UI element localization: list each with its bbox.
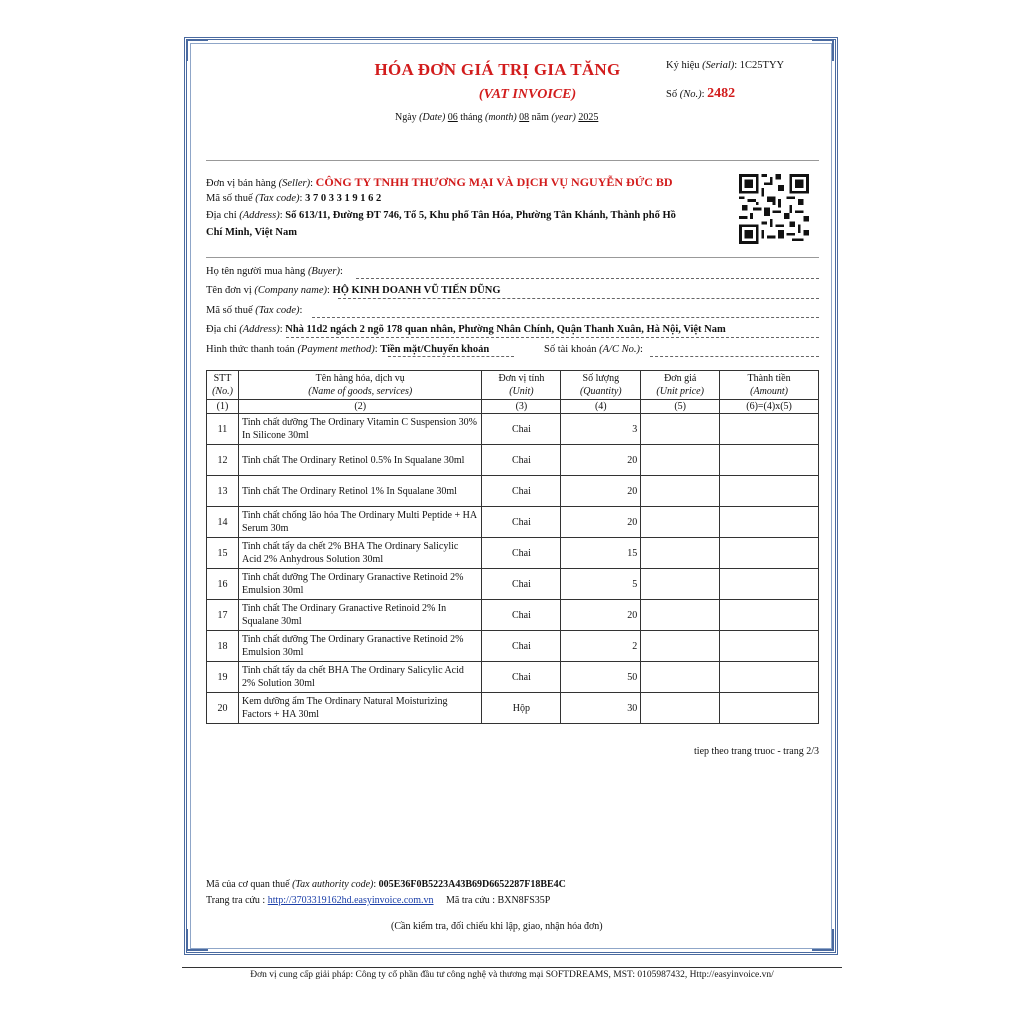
- date-day: 06: [447, 112, 458, 123]
- table-body: [207, 414, 819, 724]
- qr-code: [739, 174, 809, 244]
- table-header-row: [207, 371, 819, 400]
- invoice-number-field: Số (No.): 2482: [666, 86, 736, 101]
- invoice-title: HÓA ĐƠN GIÁ TRỊ GIA TĂNG: [374, 60, 621, 79]
- seller-address-label-en: (Address): [239, 210, 280, 221]
- items-table: [206, 370, 819, 724]
- row-unit-price: [641, 569, 720, 600]
- corner-ornament: [186, 39, 208, 61]
- tax-authority-row: Mã của cơ quan thuế (Tax authority code): 005E36F0B5223A43B69D6652287F18BE4C: [206, 879, 566, 890]
- row-amount: [720, 600, 819, 631]
- row-no: 20: [207, 693, 239, 724]
- row-unit-price: [641, 507, 720, 538]
- year-label-en: (year): [551, 112, 576, 123]
- row-amount: [720, 662, 819, 693]
- row-unit: Chai: [482, 662, 561, 693]
- corner-ornament: [812, 39, 834, 61]
- row-name: Tinh chất chống lão hóa The Ordinary Multi Peptide + HA Serum 30m: [238, 507, 482, 538]
- row-unit-price: [641, 445, 720, 476]
- payment-row: Hình thức thanh toán (Payment method): Tiền mặt/Chuyển khoản: [206, 344, 490, 355]
- index-cell: (4): [561, 400, 641, 414]
- row-unit: Hộp: [482, 693, 561, 724]
- row-no: 18: [207, 631, 239, 662]
- header-unit-price: Đơn giá (Unit price): [641, 371, 720, 400]
- row-unit-price: [641, 414, 720, 445]
- row-quantity: 20: [561, 476, 641, 507]
- seller-label: Đơn vị bán hàng: [206, 178, 276, 189]
- header-quantity: Số lượng (Quantity): [561, 371, 641, 400]
- serial-value: 1C25TYY: [739, 60, 785, 71]
- row-unit: Chai: [482, 414, 561, 445]
- seller-address-label: Địa chỉ: [206, 210, 237, 221]
- row-amount: [720, 507, 819, 538]
- table-row: [207, 662, 819, 693]
- page-continuation: tiep theo trang truoc - trang 2/3: [694, 746, 819, 757]
- row-name: Tinh chất dưỡng The Ordinary Granactive Retinoid 2% Emulsion 30ml: [238, 631, 482, 662]
- header-unit: Đơn vị tính (Unit): [482, 371, 561, 400]
- buyer-address: Nhà 11d2 ngách 2 ngõ 178 quan nhân, Phường Nhân Chính, Quận Thanh Xuân, Hà Nội, Việt Nam: [285, 324, 726, 335]
- row-quantity: 20: [561, 445, 641, 476]
- corner-ornament: [186, 929, 208, 951]
- row-unit: Chai: [482, 476, 561, 507]
- row-name: Tinh chất dưỡng The Ordinary Vitamin C Suspension 30% In Silicone 30ml: [238, 414, 482, 445]
- month-label: tháng: [460, 112, 483, 123]
- lookup-code: BXN8FS35P: [497, 895, 551, 906]
- row-no: 16: [207, 569, 239, 600]
- index-cell: (1): [207, 400, 239, 414]
- row-unit: Chai: [482, 600, 561, 631]
- row-quantity: 15: [561, 538, 641, 569]
- row-amount: [720, 569, 819, 600]
- row-name: Tinh chất dưỡng The Ordinary Granactive Retinoid 2% Emulsion 30ml: [238, 569, 482, 600]
- row-name: Tinh chất The Ordinary Retinol 1% In Squalane 30ml: [238, 476, 482, 507]
- row-name: Kem dưỡng ẩm The Ordinary Natural Moisturizing Factors + HA 30ml: [238, 693, 482, 724]
- lookup-link[interactable]: http://3703319162hd.easyinvoice.com.vn: [267, 895, 434, 906]
- dotted-line: [338, 298, 819, 299]
- row-no: 12: [207, 445, 239, 476]
- serial-label-en: (Serial): [702, 60, 735, 71]
- row-quantity: 50: [561, 662, 641, 693]
- serial-field: Ký hiệu (Serial): 1C25TYY: [666, 60, 785, 71]
- buyer-name-row: Họ tên người mua hàng (Buyer):: [206, 266, 343, 277]
- index-cell: (6)=(4)x(5): [720, 400, 819, 414]
- divider: [206, 160, 819, 161]
- row-unit-price: [641, 662, 720, 693]
- row-unit-price: [641, 693, 720, 724]
- buyer-tax-label-en: (Tax code): [255, 305, 300, 316]
- table-row: [207, 538, 819, 569]
- dotted-line: [388, 356, 514, 357]
- row-name: Tinh chất tẩy da chết 2% BHA The Ordinary Salicylic Acid 2% Anhydrous Solution 30ml: [238, 538, 482, 569]
- seller-tax-code: 3 7 0 3 3 1 9 1 6 2: [305, 193, 382, 204]
- row-name: Tinh chất The Ordinary Granactive Retinoid 2% In Squalane 30ml: [238, 600, 482, 631]
- authority-label-en: (Tax authority code): [292, 879, 374, 890]
- check-note: (Cần kiểm tra, đối chiếu khi lập, giao, nhận hóa đơn): [391, 921, 603, 932]
- row-unit: Chai: [482, 538, 561, 569]
- table-row: [207, 476, 819, 507]
- year-label: năm: [531, 112, 549, 123]
- row-no: 15: [207, 538, 239, 569]
- dotted-line: [650, 356, 819, 357]
- account-row: Số tài khoản (A/C No.):: [544, 344, 643, 355]
- lookup-code-label: Mã tra cứu :: [446, 895, 496, 906]
- seller-name: CÔNG TY TNHH THƯƠNG MẠI VÀ DỊCH VỤ NGUYỄN ĐỨC BD: [315, 175, 673, 189]
- buyer-address-label-en: (Address): [239, 324, 280, 335]
- index-cell: (2): [238, 400, 482, 414]
- row-unit-price: [641, 600, 720, 631]
- table-row: [207, 693, 819, 724]
- buyer-address-label: Địa chỉ: [206, 324, 237, 335]
- lookup-row: [206, 895, 550, 906]
- row-amount: [720, 538, 819, 569]
- row-quantity: 20: [561, 507, 641, 538]
- row-unit: Chai: [482, 445, 561, 476]
- payment-label: Hình thức thanh toán: [206, 344, 295, 355]
- company-name: HỘ KINH DOANH VŨ TIẾN DŨNG: [332, 285, 501, 296]
- seller-address-row: Địa chỉ (Address): Số 613/11, Đường ĐT 746, Tổ 5, Khu phố Tân Hóa, Phường Tân Khánh, Thành phố Hồ: [206, 210, 676, 221]
- date-year: 2025: [578, 112, 599, 123]
- row-quantity: 3: [561, 414, 641, 445]
- row-quantity: 30: [561, 693, 641, 724]
- account-label: Số tài khoản: [544, 344, 597, 355]
- account-label-en: (A/C No.): [599, 344, 640, 355]
- row-no: 19: [207, 662, 239, 693]
- buyer-label-en: (Buyer): [307, 266, 341, 277]
- header-name: Tên hàng hóa, dịch vụ (Name of goods, services): [238, 371, 482, 400]
- table-row: [207, 414, 819, 445]
- dotted-line: [312, 317, 819, 318]
- table-row: [207, 569, 819, 600]
- row-amount: [720, 445, 819, 476]
- month-label-en: (month): [485, 112, 517, 123]
- index-cell: (5): [641, 400, 720, 414]
- divider: [206, 257, 819, 258]
- seller-tax-label-en: (Tax code): [255, 193, 300, 204]
- invoice-date: [395, 112, 598, 123]
- row-no: 14: [207, 507, 239, 538]
- seller-address-line1: Số 613/11, Đường ĐT 746, Tổ 5, Khu phố Tân Hóa, Phường Tân Khánh, Thành phố Hồ: [285, 210, 676, 221]
- date-label-en: (Date): [419, 112, 446, 123]
- seller-label-en: (Seller): [278, 178, 311, 189]
- buyer-label: Họ tên người mua hàng: [206, 266, 306, 277]
- row-name: Tinh chất The Ordinary Retinol 0.5% In Squalane 30ml: [238, 445, 482, 476]
- invoice-number-label: Số: [666, 89, 678, 100]
- seller-tax-row: Mã số thuế (Tax code): 3 7 0 3 3 1 9 1 6 2: [206, 193, 382, 204]
- buyer-tax-row: Mã số thuế (Tax code):: [206, 305, 303, 316]
- table-index-row: [207, 400, 819, 414]
- table-row: [207, 631, 819, 662]
- header-amount: Thành tiền (Amount): [720, 371, 819, 400]
- table-row: [207, 445, 819, 476]
- date-label: Ngày: [395, 112, 417, 123]
- company-row: Tên đơn vị (Company name): HỘ KINH DOANH VŨ TIẾN DŨNG: [206, 285, 501, 296]
- date-month: 08: [519, 112, 530, 123]
- company-label-en: (Company name): [254, 285, 328, 296]
- buyer-address-row: Địa chỉ (Address): Nhà 11d2 ngách 2 ngõ 178 quan nhân, Phường Nhân Chính, Quận Thanh Xuân, Hà Nội, Việt Nam: [206, 324, 726, 335]
- dotted-line: [356, 278, 819, 279]
- row-quantity: 20: [561, 600, 641, 631]
- row-name: Tinh chất tẩy da chết BHA The Ordinary Salicylic Acid 2% Solution 30ml: [238, 662, 482, 693]
- authority-label: Mã của cơ quan thuế: [206, 879, 290, 890]
- row-unit: Chai: [482, 569, 561, 600]
- row-amount: [720, 693, 819, 724]
- row-unit: Chai: [482, 631, 561, 662]
- row-amount: [720, 414, 819, 445]
- row-no: 11: [207, 414, 239, 445]
- index-cell: (3): [482, 400, 561, 414]
- serial-label: Ký hiệu: [666, 60, 700, 71]
- row-no: 17: [207, 600, 239, 631]
- invoice-number: 2482: [707, 86, 736, 101]
- payment-label-en: (Payment method): [297, 344, 375, 355]
- row-quantity: 2: [561, 631, 641, 662]
- row-quantity: 5: [561, 569, 641, 600]
- authority-code: 005E36F0B5223A43B69D6652287F18BE4C: [378, 879, 566, 890]
- row-amount: [720, 476, 819, 507]
- row-unit-price: [641, 631, 720, 662]
- lookup-label: Trang tra cứu :: [206, 895, 266, 906]
- row-no: 13: [207, 476, 239, 507]
- invoice-number-label-en: (No.): [679, 89, 702, 100]
- seller-address-line2: Chí Minh, Việt Nam: [206, 227, 298, 238]
- row-amount: [720, 631, 819, 662]
- row-unit: Chai: [482, 507, 561, 538]
- row-unit-price: [641, 538, 720, 569]
- header-no: STT (No.): [207, 371, 239, 400]
- corner-ornament: [812, 929, 834, 951]
- provider-footer: Đơn vị cung cấp giải pháp: Công ty cổ phần đầu tư công nghệ và thương mại SOFTDREAMS, MST: 0105987432, Http://easyinvoice.vn/: [250, 970, 774, 980]
- table-row: [207, 600, 819, 631]
- payment-method: Tiền mặt/Chuyển khoản: [380, 344, 490, 355]
- footer-divider: [182, 967, 842, 968]
- table-row: [207, 507, 819, 538]
- invoice-subtitle: (VAT INVOICE): [478, 87, 577, 102]
- buyer-tax-label: Mã số thuế: [206, 305, 253, 316]
- seller-name-row: Đơn vị bán hàng (Seller): CÔNG TY TNHH THƯƠNG MẠI VÀ DỊCH VỤ NGUYỄN ĐỨC BD: [206, 175, 673, 189]
- company-label: Tên đơn vị: [206, 285, 252, 296]
- dotted-line: [286, 337, 819, 338]
- row-unit-price: [641, 476, 720, 507]
- seller-tax-label: Mã số thuế: [206, 193, 253, 204]
